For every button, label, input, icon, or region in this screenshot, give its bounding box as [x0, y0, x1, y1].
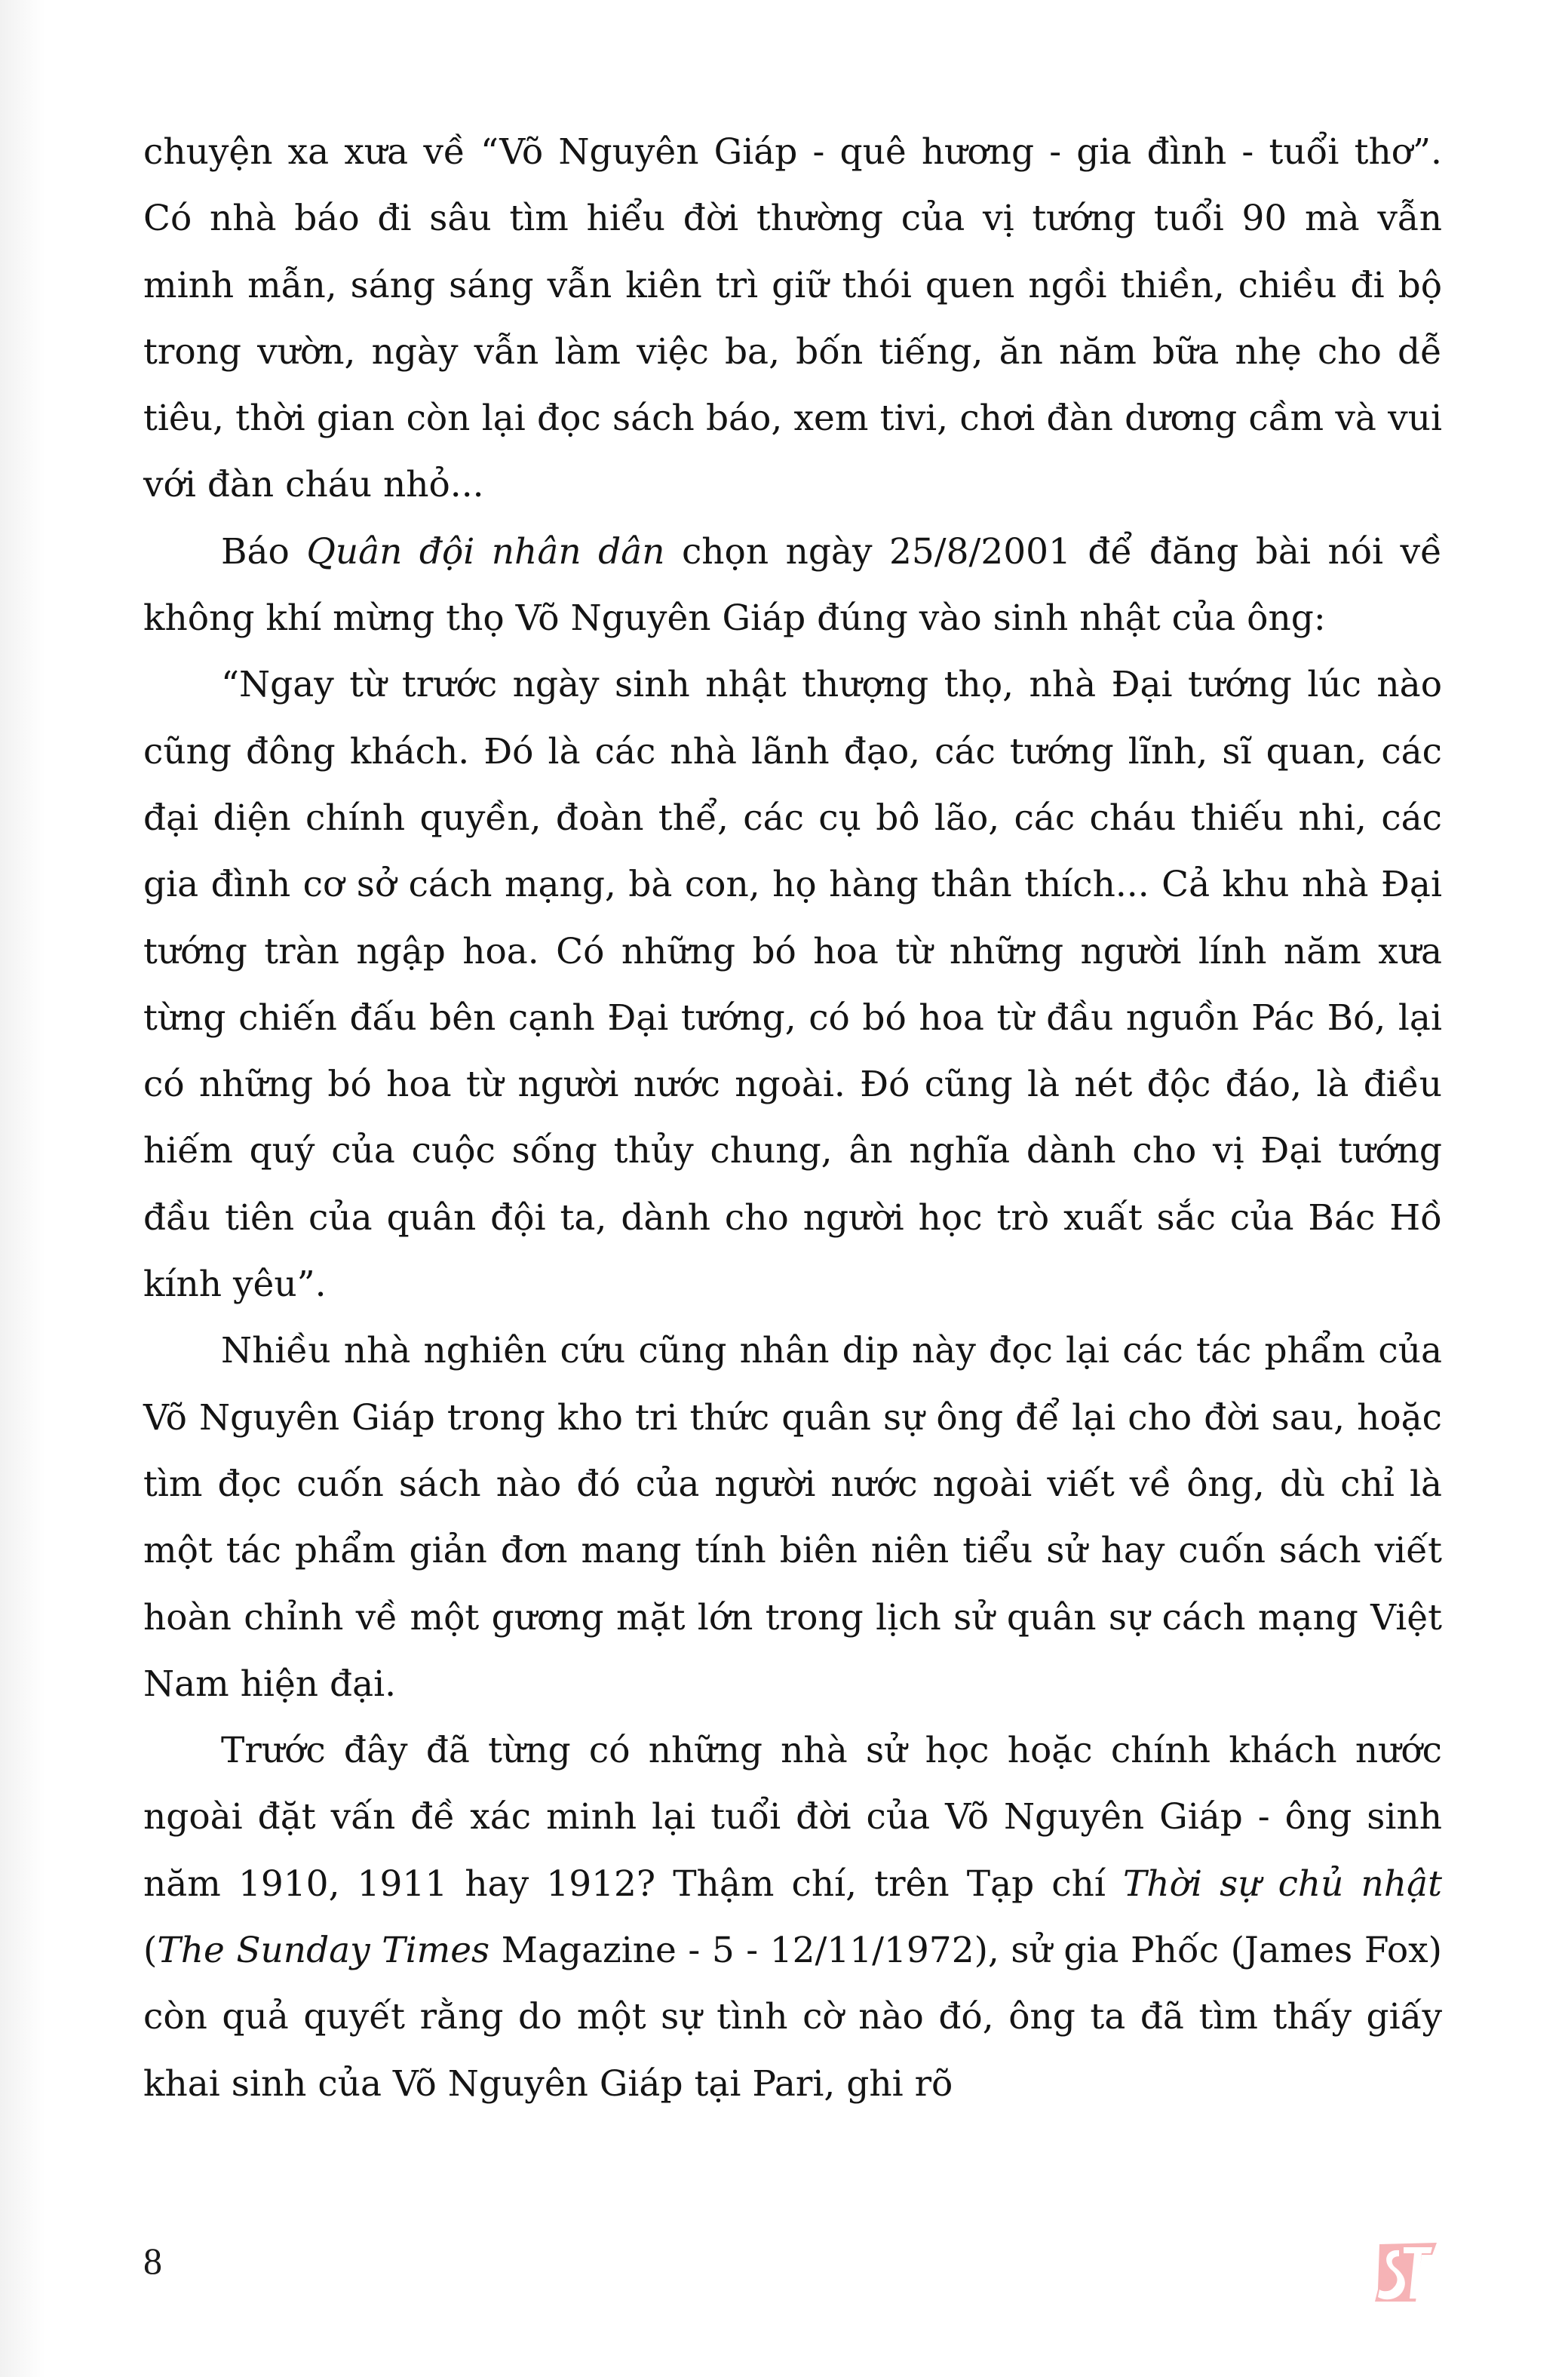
paragraph-text: Trước đây đã từng có những nhà sử học hoặc chính khách nước ngoài đặt vấn đề xác minh lại tuổi đời của Võ Nguyên Giáp - ông sinh năm 1910, 1911 hay 1912? Thậm chí, trên Tạp chí — [143, 1730, 1442, 1905]
paragraph-text: Magazine - 5 - 12/11/1972), sử gia Phốc (James Fox) còn quả quyết rằng do một sự tình cờ nào đó, ông ta đã tìm thấy giấy khai sinh của Võ Nguyên Giáp tại Pari, ghi rõ — [143, 1930, 1442, 2105]
paragraph-1 — [143, 119, 1442, 519]
paragraph-4 — [143, 1318, 1442, 1718]
paragraph-text: Báo — [221, 530, 307, 573]
paragraph-text: ( — [143, 1930, 158, 1972]
magazine-title-vi: Thời sự chủ nhật — [1123, 1863, 1442, 1905]
newspaper-title: Quân đội nhân dân — [306, 530, 665, 573]
magazine-title-en: The Sunday Times — [157, 1930, 490, 1972]
st-logo-icon — [1369, 2237, 1441, 2305]
page-number: 8 — [143, 2240, 162, 2282]
page-body — [143, 119, 1442, 2117]
paragraph-text: Nhiều nhà nghiên cứu cũng nhân dip này đọc lại các tác phẩm của Võ Nguyên Giáp trong kho tri thức quân sự ông để lại cho đời sau, hoặc tìm đọc cuốn sách nào đó của người nước ngoài viết về ông, dù chỉ là một tác phẩm giản đơn mang tính biên niên tiểu sử hay cuốn sách viết hoàn chỉnh về một gương mặt lớn trong lịch sử quân sự cách mạng Việt Nam hiện đại. — [143, 1330, 1442, 1705]
paragraph-text: chuyện xa xưa về “Võ Nguyên Giáp - quê hương - gia đình - tuổi thơ”. Có nhà báo đi sâu tìm hiểu đời thường của vị tướng tuổi 90 mà vẫn minh mẫn, sáng sáng vẫn kiên trì giữ thói quen ngồi thiền, chiều đi bộ trong vườn, ngày vẫn làm việc ba, bốn tiếng, ăn năm bữa nhẹ cho dễ tiêu, thời gian còn lại đọc sách báo, xem tivi, chơi đàn dương cầm và vui với đàn cháu nhỏ... — [143, 131, 1442, 506]
paragraph-text: chọn ngày 25/8/2001 để đăng bài nói về không khí mừng thọ Võ Nguyên Giáp đúng vào sinh nhật của ông: — [143, 530, 1442, 640]
quoted-text: “Ngay từ trước ngày sinh nhật thượng thọ, nhà Đại tướng lúc nào cũng đông khách. Đó là các nhà lãnh đạo, các tướng lĩnh, sĩ quan, các đại diện chính quyền, đoàn thể, các cụ bô lão, các cháu thiếu nhi, các gia đình cơ sở cách mạng, bà con, họ hàng thân thích... Cả khu nhà Đại tướng tràn ngập hoa. Có những bó hoa từ những người lính năm xưa từng chiến đấu bên cạnh Đại tướng, có bó hoa từ đầu nguồn Pác Bó, lại có những bó hoa từ người nước ngoài. Đó cũng là nét độc đáo, là điều hiếm quý của cuộc sống thủy chung, ân nghĩa dành cho vị Đại tướng đầu tiên của quân đội ta, dành cho người học trò xuất sắc của Bác Hồ kính yêu”. — [143, 664, 1442, 1306]
publisher-logo-icon — [1369, 2237, 1441, 2305]
paragraph-2 — [143, 519, 1442, 653]
paragraph-3-quote — [143, 652, 1442, 1318]
paragraph-5 — [143, 1718, 1442, 2117]
page-edge-shadow — [0, 0, 45, 2377]
